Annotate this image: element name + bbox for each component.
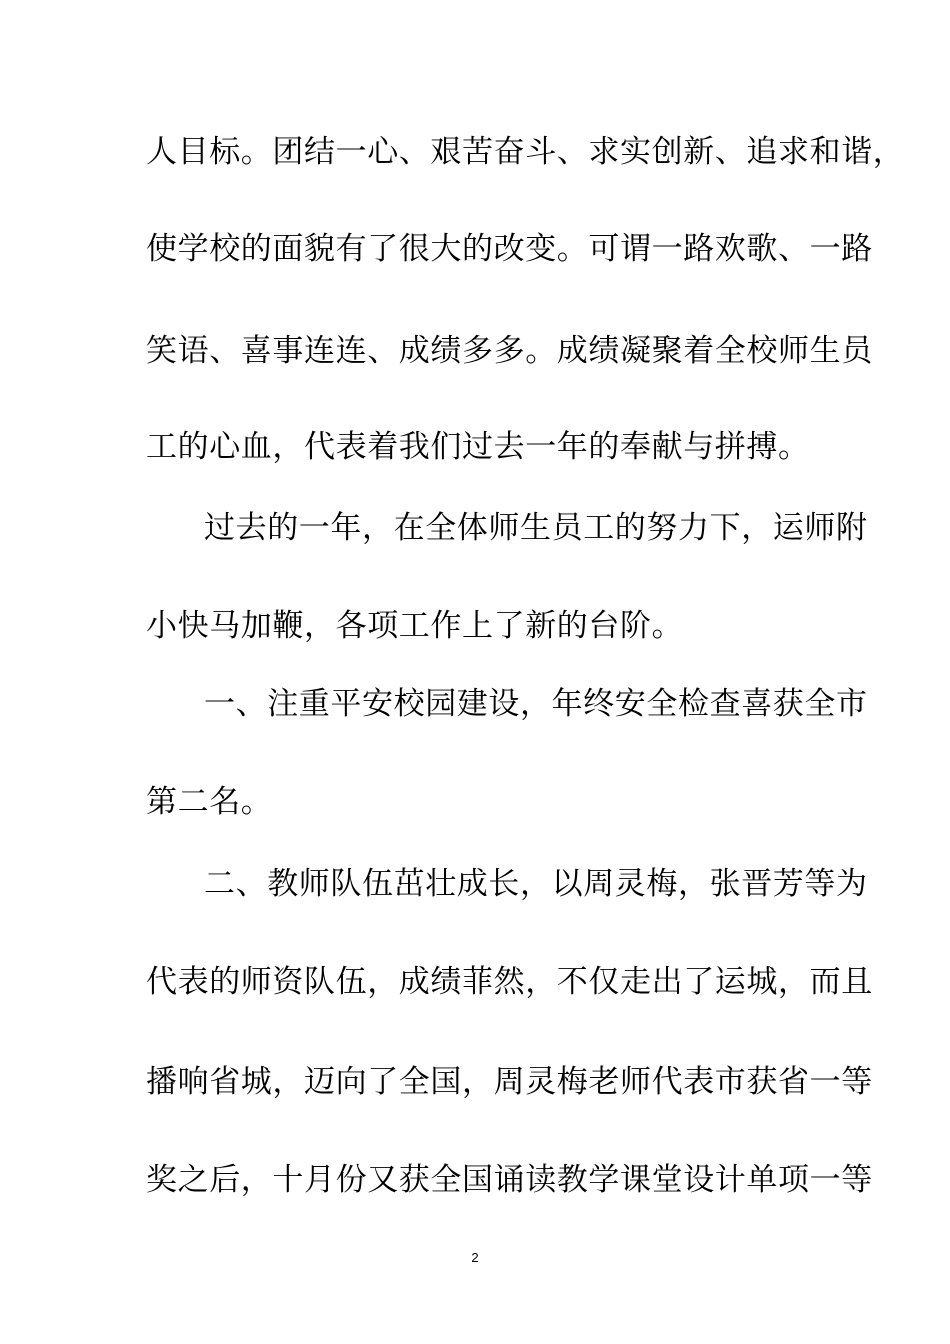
text-line-12: 奖之后，十月份又获全国诵读教学课堂设计单项一等 — [146, 1162, 873, 1198]
text-line-6: 小快马加鞭，各项工作上了新的台阶。 — [146, 608, 684, 644]
text-line-5: 过去的一年，在全体师生员工的努力下，运师附 — [204, 510, 868, 546]
text-line-9: 二、教师队伍茁壮成长，以周灵梅，张晋芳等为 — [204, 866, 868, 902]
text-line-11: 播响省城，迈向了全国，周灵梅老师代表市获省一等 — [146, 1064, 873, 1100]
text-line-2: 使学校的面貌有了很大的改变。可谓一路欢歌、一路 — [146, 231, 873, 267]
text-line-4: 工的心血，代表着我们过去一年的奉献与拼搏。 — [146, 429, 810, 465]
text-line-1: 人目标。团结一心、艰苦奋斗、求实创新、追求和谐， — [146, 134, 905, 170]
text-line-10: 代表的师资队伍，成绩菲然，不仅走出了运城，而且 — [146, 964, 873, 1000]
page-number: 2 — [471, 1250, 479, 1265]
text-line-8: 第二名。 — [146, 784, 273, 820]
text-line-7: 一、注重平安校园建设，年终安全检查喜获全市 — [204, 686, 868, 722]
text-line-3: 笑语、喜事连连、成绩多多。成绩凝聚着全校师生员 — [146, 333, 873, 369]
